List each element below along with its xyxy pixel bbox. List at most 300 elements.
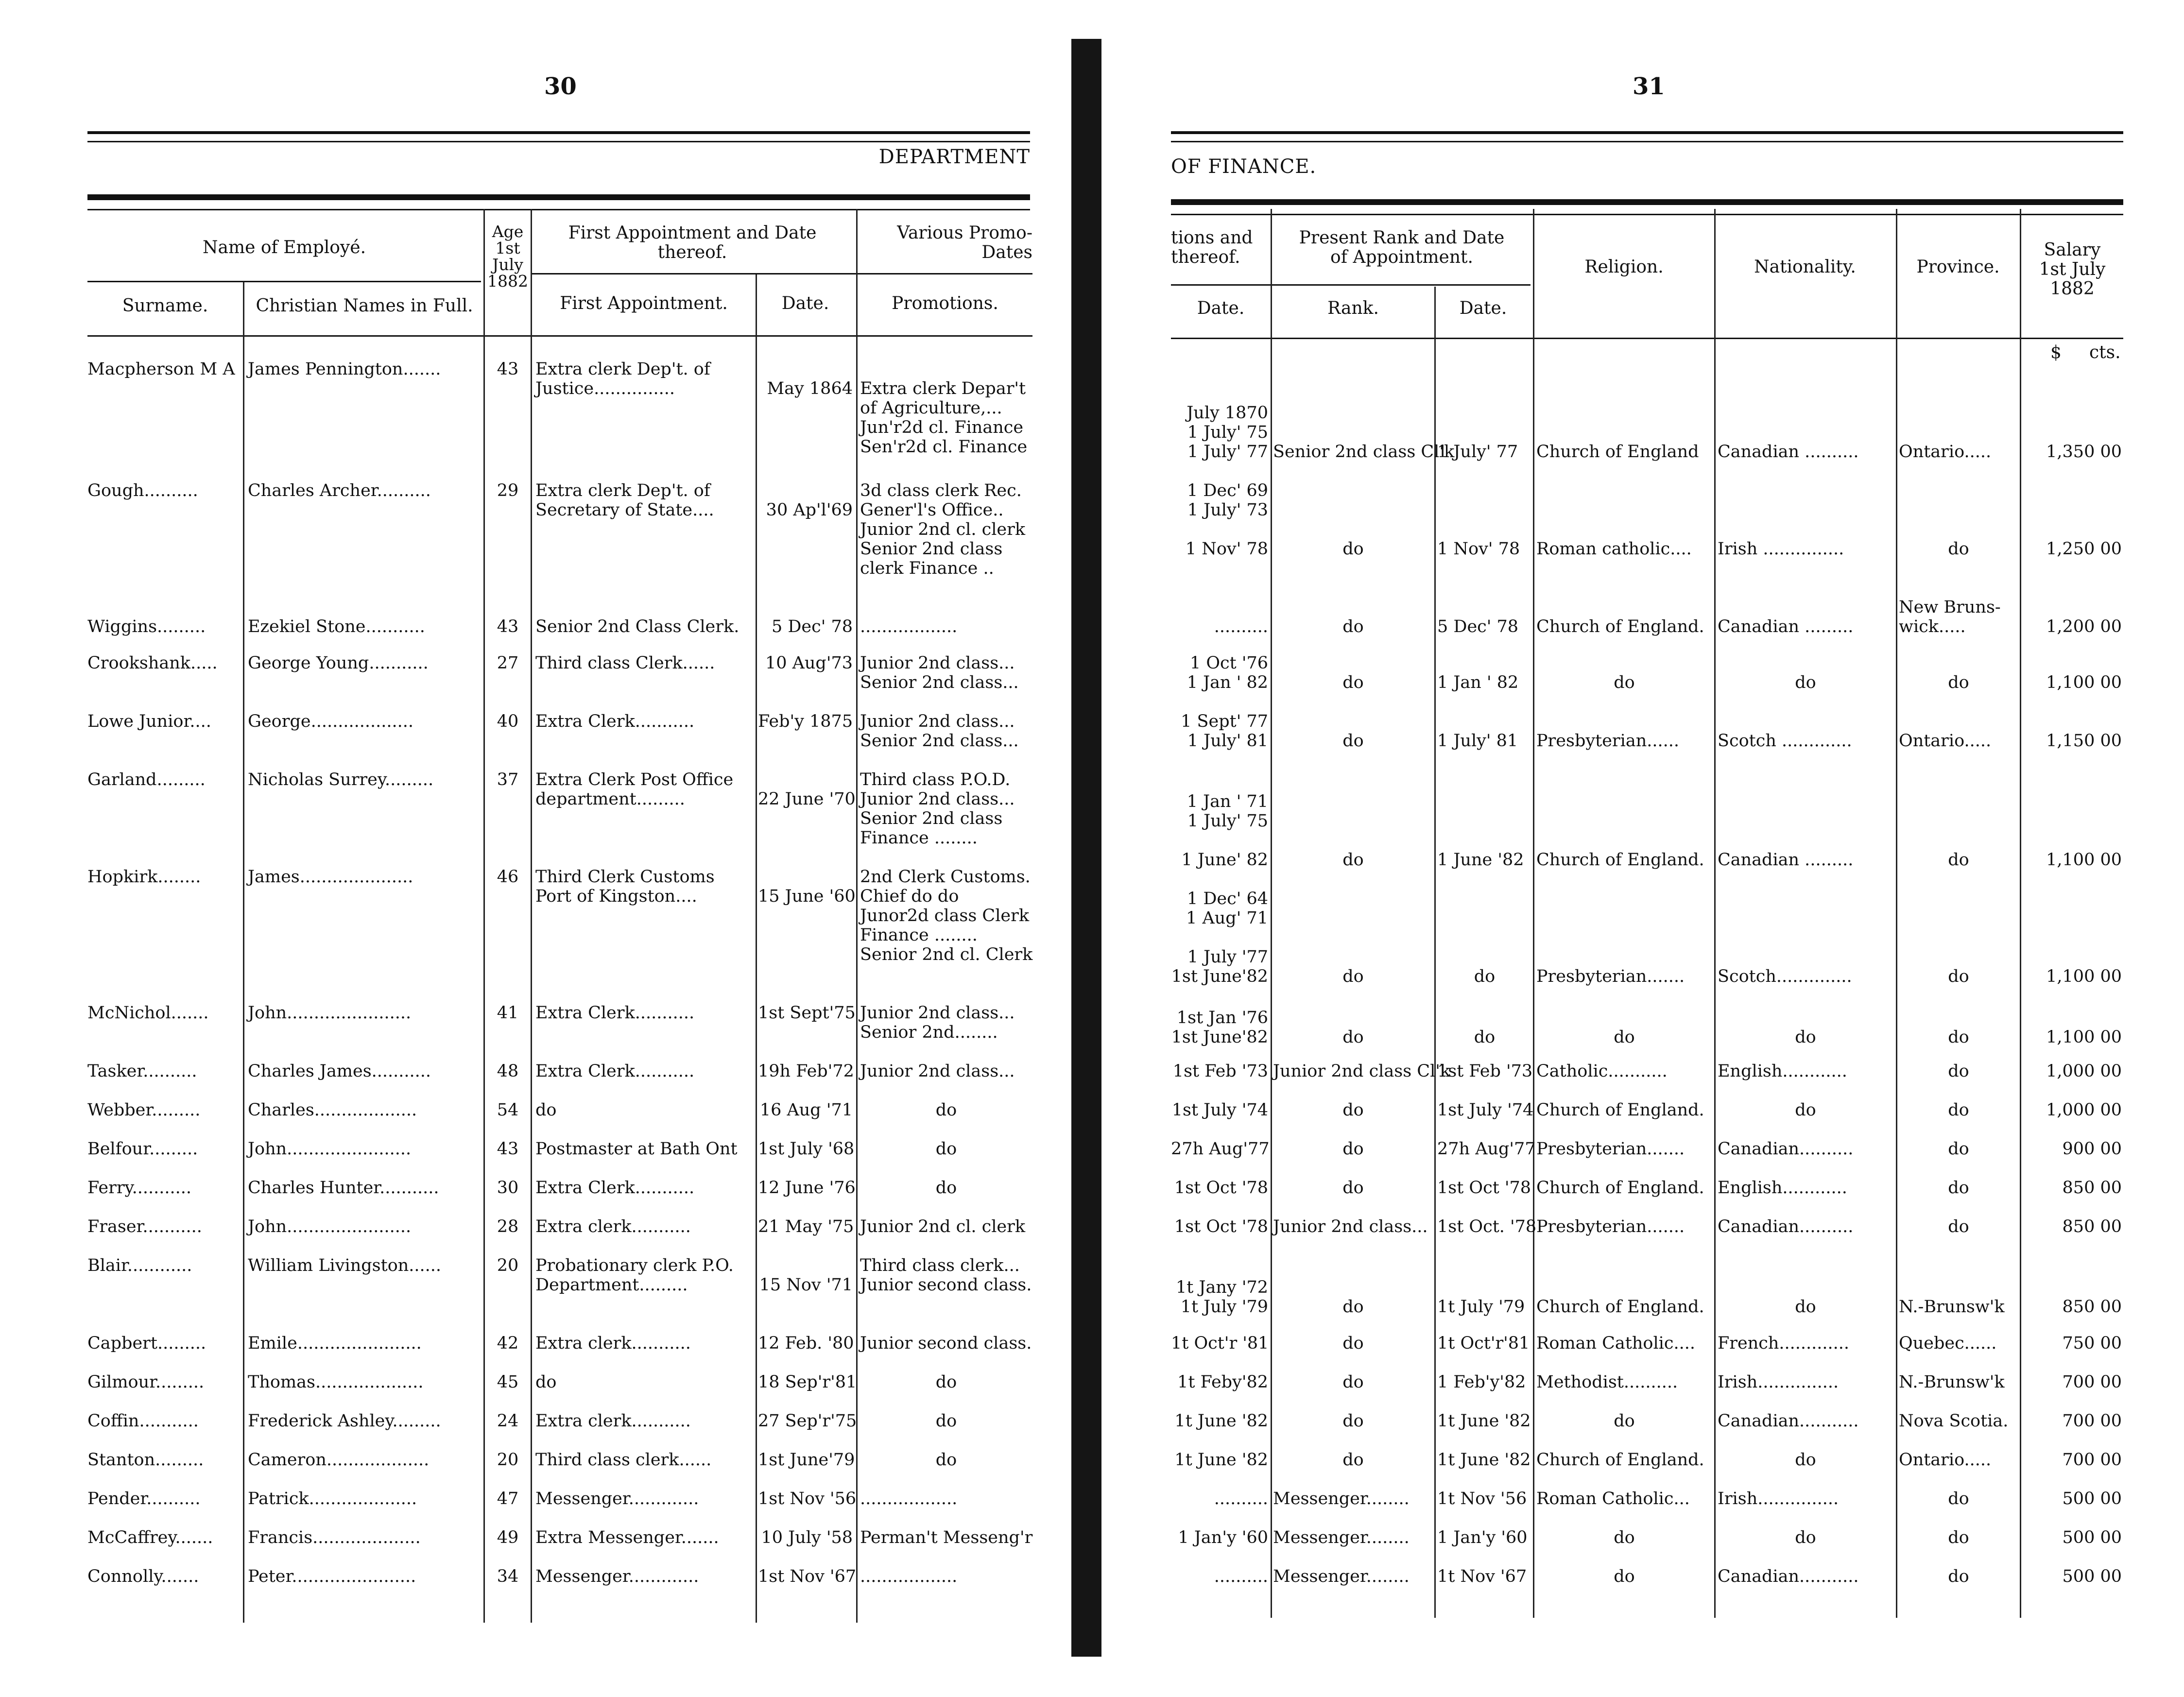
christian-names-cell: Charles Archer..........: [248, 481, 431, 500]
present-rank-cell: do: [1342, 1139, 1364, 1159]
religion-cell: Church of England.: [1536, 1100, 1704, 1120]
promotion-date-line: 1st Oct '78: [1174, 1217, 1268, 1236]
province-cell: do: [1948, 1028, 1969, 1047]
promotion-date-line: 1 Nov' 78: [1185, 539, 1268, 559]
present-rank-date-cell: 1t Oct'r'81: [1437, 1334, 1530, 1353]
province-cell: do: [1948, 1567, 1969, 1586]
header-name-of-employe: Name of Employé.: [202, 238, 366, 257]
religion-cell: do: [1614, 673, 1635, 692]
promotion-line: Senior 2nd class...: [860, 731, 1019, 751]
promotion-line: Senior 2nd cl. Clerk: [860, 945, 1033, 964]
promotion-line: Junior 2nd class...: [860, 653, 1015, 673]
province-cell: do: [1948, 1178, 1969, 1198]
religion-cell: Church of England: [1536, 442, 1699, 462]
header-rule-left: [87, 194, 1030, 210]
promotion-line: Gener'l's Office..: [860, 500, 1004, 520]
appointment-date-cell: 21 May '75: [758, 1217, 854, 1236]
province-cell: N.-Brunsw'k: [1899, 1297, 2005, 1317]
nationality-cell: do: [1795, 1450, 1816, 1470]
appointment-date-cell: 19h Feb'72: [758, 1062, 854, 1081]
present-rank-date-cell: do: [1474, 1028, 1496, 1047]
appointment-date-cell: 30 Ap'l'69: [766, 500, 853, 520]
first-appointment-line: Extra Clerk...........: [535, 1178, 695, 1198]
header-promotions: Promotions.: [892, 293, 998, 313]
promotion-line: do: [935, 1100, 957, 1120]
nationality-cell: Irish ...............: [1718, 539, 1844, 559]
surname-cell: McCaffrey.......: [87, 1528, 213, 1547]
province-cell: do: [1948, 673, 1969, 692]
appointment-date-cell: 1st Sept'75: [758, 1003, 856, 1023]
christian-names-cell: John.......................: [248, 1003, 412, 1023]
appointment-date-cell: 15 Nov '71: [759, 1275, 853, 1295]
promotion-date-line: 1st June'82: [1171, 1028, 1268, 1047]
header-date: Date.: [781, 293, 829, 313]
province-cell: Quebec......: [1899, 1334, 1997, 1353]
surname-cell: Garland.........: [87, 770, 206, 789]
running-head-right: OF FINANCE.: [1171, 155, 1317, 178]
first-appointment-line: Port of Kingston....: [535, 887, 697, 906]
province-cell: do: [1948, 967, 1969, 986]
nationality-cell: Canadian..........: [1718, 1139, 1854, 1159]
present-rank-cell: do: [1342, 1297, 1364, 1317]
surname-cell: Lowe Junior....: [87, 712, 211, 731]
first-appointment-line: Senior 2nd Class Clerk.: [535, 617, 739, 636]
salary-cell: 1,100 00: [2046, 673, 2122, 692]
nationality-cell: do: [1795, 1100, 1816, 1120]
christian-names-cell: Ezekiel Stone...........: [248, 617, 425, 636]
first-appointment-line: Probationary clerk P.O.: [535, 1256, 734, 1275]
promotion-line: ..................: [860, 1567, 958, 1586]
age-cell: 43: [497, 360, 519, 379]
religion-cell: Methodist..........: [1536, 1372, 1678, 1392]
religion-cell: Presbyterian.......: [1536, 1217, 1685, 1236]
promotion-date-line: 1 Jan ' 71: [1187, 792, 1268, 811]
first-appointment-line: do: [535, 1372, 557, 1392]
salary-cell: 1,150 00: [2046, 731, 2122, 751]
present-rank-cell: do: [1342, 1178, 1364, 1198]
promotion-date-line: 1 June' 82: [1181, 850, 1268, 870]
header-religion: Religion.: [1584, 257, 1664, 277]
salary-cell: 900 00: [2062, 1139, 2122, 1159]
promotion-line: ..................: [860, 1489, 958, 1508]
surname-cell: Wiggins.........: [87, 617, 206, 636]
promotion-date-line: 1 Jan'y '60: [1178, 1528, 1268, 1547]
age-cell: 47: [497, 1489, 519, 1508]
present-rank-date-cell: 1 July' 77: [1437, 442, 1518, 462]
salary-cell: 500 00: [2062, 1567, 2122, 1586]
appointment-date-cell: 10 Aug'73: [765, 653, 853, 673]
header-promotion-dates-cont: tions and thereof.: [1171, 228, 1253, 267]
promotion-line: 3d class clerk Rec.: [860, 481, 1022, 500]
promotion-date-line: 1 July '77: [1187, 947, 1268, 967]
promotion-date-line: 1 July' 75: [1187, 811, 1268, 831]
nationality-cell: Irish...............: [1718, 1372, 1839, 1392]
appointment-date-cell: 5 Dec' 78: [771, 617, 853, 636]
promotion-line: of Agriculture,...: [860, 398, 1002, 418]
christian-names-cell: Peter.......................: [248, 1567, 416, 1586]
present-rank-cell: do: [1342, 673, 1364, 692]
dollar-sign: $: [2050, 343, 2062, 362]
salary-cell: 750 00: [2062, 1334, 2122, 1353]
religion-cell: Presbyterian.......: [1536, 1139, 1685, 1159]
promotion-date-line: 1 Aug' 71: [1186, 908, 1268, 928]
first-appointment-line: Messenger.............: [535, 1489, 699, 1508]
first-appointment-line: do: [535, 1100, 557, 1120]
salary-cell: 500 00: [2062, 1489, 2122, 1508]
religion-cell: do: [1614, 1411, 1635, 1431]
appointment-date-cell: 27 Sep'r'75: [758, 1411, 857, 1431]
header-surname: Surname.: [122, 296, 208, 316]
nationality-cell: do: [1795, 673, 1816, 692]
promotion-line: Chief do do: [860, 887, 959, 906]
promotion-line: Senior 2nd class: [860, 809, 1003, 828]
christian-names-cell: Charles Hunter...........: [248, 1178, 439, 1198]
promotion-date-line: 1st June'82: [1171, 967, 1268, 986]
present-rank-date-cell: 1 Jan ' 82: [1437, 673, 1519, 692]
age-cell: 43: [497, 617, 519, 636]
appointment-date-cell: 1st June'79: [758, 1450, 855, 1470]
christian-names-cell: James.....................: [248, 867, 413, 887]
promotion-line: Senior 2nd class: [860, 539, 1003, 559]
surname-cell: Hopkirk........: [87, 867, 201, 887]
header-various-promo: Various Promo- Dates: [897, 223, 1032, 262]
age-cell: 20: [497, 1256, 519, 1275]
first-appointment-line: Secretary of State....: [535, 500, 714, 520]
first-appointment-line: Extra Clerk...........: [535, 1003, 695, 1023]
appointment-date-cell: 1st July '68: [758, 1139, 855, 1159]
promotion-date-line: 1 July' 73: [1187, 500, 1268, 520]
surname-cell: Fraser...........: [87, 1217, 202, 1236]
present-rank-date-cell: 1st Feb '73: [1437, 1062, 1533, 1081]
religion-cell: Roman catholic....: [1536, 539, 1692, 559]
appointment-date-cell: 16 Aug '71: [759, 1100, 853, 1120]
present-rank-date-cell: 1t Nov '56: [1437, 1489, 1527, 1508]
promotion-line: Finance ........: [860, 828, 978, 848]
religion-cell: Roman Catholic...: [1536, 1489, 1690, 1508]
christian-names-cell: William Livingston......: [248, 1256, 442, 1275]
religion-cell: Church of England.: [1536, 1450, 1704, 1470]
salary-cell: 850 00: [2062, 1217, 2122, 1236]
promotion-date-line: July 1870: [1187, 403, 1268, 423]
present-rank-date-cell: do: [1474, 967, 1496, 986]
promotion-line: do: [935, 1178, 957, 1198]
province-cell: do: [1948, 1528, 1969, 1547]
promotion-line: Junior 2nd class...: [860, 1062, 1015, 1081]
promotion-date-line: 1 Jan ' 82: [1187, 673, 1268, 692]
promotion-line: Finance ........: [860, 926, 978, 945]
header-first-appointment-group: First Appointment and Date thereof.: [568, 223, 817, 262]
province-cell: Ontario.....: [1899, 1450, 1992, 1470]
running-head-left: DEPARTMENT: [878, 146, 1030, 168]
promotion-date-line: 1t Oct'r '81: [1171, 1334, 1269, 1353]
nationality-cell: Canadian...........: [1718, 1411, 1859, 1431]
christian-names-cell: Frederick Ashley.........: [248, 1411, 441, 1431]
promotion-date-line: 1t Jany '72: [1176, 1278, 1268, 1297]
first-appointment-line: Extra Clerk...........: [535, 712, 695, 731]
nationality-cell: English............: [1718, 1062, 1847, 1081]
salary-cell: 1,000 00: [2046, 1100, 2122, 1120]
promotion-date-line: 1t July '79: [1180, 1297, 1268, 1317]
age-cell: 42: [497, 1334, 519, 1353]
right-page: [1152, 0, 2184, 1697]
surname-cell: Crookshank.....: [87, 653, 218, 673]
province-cell: do: [1948, 850, 1969, 870]
present-rank-date-cell: 1t Nov '67: [1437, 1567, 1527, 1586]
header-rank-date: Date.: [1459, 298, 1507, 318]
promotion-date-line: 1 Oct '76: [1189, 653, 1268, 673]
surname-cell: Ferry...........: [87, 1178, 192, 1198]
present-rank-date-cell: 1st Oct '78: [1437, 1178, 1531, 1198]
nationality-cell: Canadian .........: [1718, 850, 1854, 870]
appointment-date-cell: 22 June '70: [758, 789, 856, 809]
promotion-line: Third class clerk...: [860, 1256, 1020, 1275]
surname-cell: Tasker..........: [87, 1062, 197, 1081]
present-rank-cell: Senior 2nd class Cl'k: [1273, 442, 1455, 462]
present-rank-date-cell: 27h Aug'77: [1437, 1139, 1536, 1159]
surname-cell: Gough..........: [87, 481, 198, 500]
christian-names-cell: George Young...........: [248, 653, 429, 673]
appointment-date-cell: May 1864: [767, 379, 853, 398]
promotion-line: do: [935, 1450, 957, 1470]
surname-cell: Webber.........: [87, 1100, 201, 1120]
first-appointment-line: Extra clerk...........: [535, 1334, 691, 1353]
promotion-date-line: ..........: [1214, 617, 1268, 636]
promotion-line: Senior 2nd........: [860, 1023, 998, 1042]
promotion-line: 2nd Clerk Customs.: [860, 867, 1031, 887]
religion-cell: Roman Catholic....: [1536, 1334, 1695, 1353]
promotion-line: do: [935, 1372, 957, 1392]
christian-names-cell: John.......................: [248, 1217, 412, 1236]
surname-cell: Connolly.......: [87, 1567, 199, 1586]
surname-cell: Capbert.........: [87, 1334, 206, 1353]
religion-cell: Church of England.: [1536, 1297, 1704, 1317]
age-cell: 34: [497, 1567, 519, 1586]
nationality-cell: do: [1795, 1528, 1816, 1547]
age-cell: 41: [497, 1003, 519, 1023]
header-age: Age 1st July 1882: [487, 222, 528, 291]
present-rank-date-cell: 5 Dec' 78: [1437, 617, 1519, 636]
surname-cell: Blair............: [87, 1256, 192, 1275]
present-rank-cell: Junior 2nd class...: [1273, 1217, 1428, 1236]
salary-cell: 1,350 00: [2046, 442, 2122, 462]
age-cell: 24: [497, 1411, 519, 1431]
promotion-line: Junior 2nd cl. clerk: [860, 520, 1026, 539]
header-rank: Rank.: [1327, 298, 1379, 318]
promotion-line: Junior 2nd class...: [860, 789, 1015, 809]
salary-cell: 500 00: [2062, 1528, 2122, 1547]
top-rule-left: [87, 131, 1030, 142]
salary-cell: 1,000 00: [2046, 1062, 2122, 1081]
promotion-line: do: [935, 1411, 957, 1431]
first-appointment-line: Third Clerk Customs: [535, 867, 715, 887]
religion-cell: do: [1614, 1567, 1635, 1586]
header-rule-right: [1171, 199, 2123, 215]
age-cell: 48: [497, 1062, 519, 1081]
salary-cell: 1,100 00: [2046, 967, 2122, 986]
promotion-date-line: 1 Sept' 77: [1181, 712, 1268, 731]
promotion-date-line: 27h Aug'77: [1171, 1139, 1270, 1159]
nationality-cell: do: [1795, 1028, 1816, 1047]
top-rule-right: [1171, 131, 2123, 142]
present-rank-cell: do: [1342, 967, 1364, 986]
appointment-date-cell: 12 June '76: [758, 1178, 856, 1198]
header-salary: Salary 1st July 1882: [2039, 240, 2106, 299]
nationality-cell: French.............: [1718, 1334, 1850, 1353]
present-rank-date-cell: 1 July' 81: [1437, 731, 1518, 751]
present-rank-cell: do: [1342, 1334, 1364, 1353]
header-nationality: Nationality.: [1754, 257, 1856, 277]
first-appointment-line: department.........: [535, 789, 685, 809]
present-rank-date-cell: 1st Oct. '78: [1437, 1217, 1537, 1236]
surname-cell: McNichol.......: [87, 1003, 209, 1023]
present-rank-date-cell: 1 Nov' 78: [1437, 539, 1520, 559]
present-rank-date-cell: 1t June '82: [1437, 1411, 1531, 1431]
nationality-cell: Canadian ..........: [1718, 442, 1859, 462]
province-cell: Ontario.....: [1899, 731, 1992, 751]
present-rank-cell: do: [1342, 1028, 1364, 1047]
christian-names-cell: Charles James...........: [248, 1062, 431, 1081]
nationality-cell: Canadian..........: [1718, 1217, 1854, 1236]
first-appointment-line: Extra Clerk...........: [535, 1062, 695, 1081]
present-rank-cell: Messenger........: [1273, 1567, 1410, 1586]
header-first-appointment: First Appointment.: [560, 293, 728, 313]
age-cell: 46: [497, 867, 519, 887]
age-cell: 54: [497, 1100, 519, 1120]
appointment-date-cell: 10 July '58: [761, 1528, 853, 1547]
nationality-cell: Irish...............: [1718, 1489, 1839, 1508]
present-rank-cell: do: [1342, 617, 1364, 636]
present-rank-date-cell: 1st July '74: [1437, 1100, 1534, 1120]
province-cell: Ontario.....: [1899, 442, 1992, 462]
province-cell: do: [1948, 1217, 1969, 1236]
religion-cell: Catholic...........: [1536, 1062, 1668, 1081]
promotion-line: Perman't Messeng'r: [860, 1528, 1033, 1547]
age-cell: 29: [497, 481, 519, 500]
promotion-line: do: [935, 1139, 957, 1159]
promotion-line: Junior second class.: [860, 1334, 1032, 1353]
page-number-left: 30: [544, 73, 577, 100]
appointment-date-cell: 18 Sep'r'81: [758, 1372, 857, 1392]
present-rank-cell: do: [1342, 850, 1364, 870]
surname-cell: Pender..........: [87, 1489, 201, 1508]
first-appointment-line: Extra Messenger.......: [535, 1528, 719, 1547]
province-cell: do: [1948, 539, 1969, 559]
religion-cell: do: [1614, 1028, 1635, 1047]
appointment-date-cell: 1st Nov '67: [758, 1567, 857, 1586]
promotion-date-line: 1st Jan '76: [1176, 1008, 1268, 1028]
appointment-date-cell: 15 June '60: [758, 887, 856, 906]
province-cell: Nova Scotia.: [1899, 1411, 2009, 1431]
first-appointment-line: Third class Clerk......: [535, 653, 715, 673]
promotion-line: Junior 2nd cl. clerk: [860, 1217, 1026, 1236]
salary-cell: 700 00: [2062, 1450, 2122, 1470]
religion-cell: Church of England.: [1536, 1178, 1704, 1198]
present-rank-cell: Messenger........: [1273, 1489, 1410, 1508]
page-number-right: 31: [1633, 73, 1665, 100]
present-rank-date-cell: 1t July '79: [1437, 1297, 1525, 1317]
first-appointment-line: Extra clerk Dep't. of: [535, 360, 710, 379]
religion-cell: Church of England.: [1536, 850, 1704, 870]
header-promo-date: Date.: [1197, 298, 1245, 318]
salary-cell: 1,100 00: [2046, 850, 2122, 870]
book-spine: [1071, 39, 1101, 1657]
nationality-cell: do: [1795, 1297, 1816, 1317]
promotion-line: Sen'r2d cl. Finance: [860, 437, 1028, 457]
christian-names-cell: Francis....................: [248, 1528, 421, 1547]
present-rank-cell: do: [1342, 1411, 1364, 1431]
promotion-date-line: 1 July' 75: [1187, 423, 1268, 442]
promotion-date-line: 1 Dec' 64: [1187, 889, 1268, 908]
present-rank-date-cell: 1 Jan'y '60: [1437, 1528, 1528, 1547]
age-cell: 40: [497, 712, 519, 731]
salary-cell: 850 00: [2062, 1178, 2122, 1198]
christian-names-cell: George...................: [248, 712, 413, 731]
promotion-line: Junior 2nd class...: [860, 1003, 1015, 1023]
province-cell: N.-Brunsw'k: [1899, 1372, 2005, 1392]
religion-cell: Church of England.: [1536, 617, 1704, 636]
christian-names-cell: Emile.......................: [248, 1334, 422, 1353]
promotion-line: Junior 2nd class...: [860, 712, 1015, 731]
promotion-line: Jun'r2d cl. Finance: [860, 418, 1024, 437]
salary-cell: 1,100 00: [2046, 1028, 2122, 1047]
left-page: [0, 0, 1049, 1697]
salary-cell: 1,200 00: [2046, 617, 2122, 636]
promotion-line: clerk Finance ..: [860, 559, 994, 578]
province-cell: do: [1948, 1489, 1969, 1508]
present-rank-cell: do: [1342, 1100, 1364, 1120]
appointment-date-cell: 1st Nov '56: [758, 1489, 857, 1508]
surname-cell: Gilmour.........: [87, 1372, 205, 1392]
salary-cell: 700 00: [2062, 1372, 2122, 1392]
present-rank-date-cell: 1t June '82: [1437, 1450, 1531, 1470]
first-appointment-line: Messenger.............: [535, 1567, 699, 1586]
first-appointment-line: Third class clerk......: [535, 1450, 712, 1470]
province-cell: do: [1948, 1100, 1969, 1120]
first-appointment-line: Extra Clerk Post Office: [535, 770, 734, 789]
promotion-date-line: 1t June '82: [1174, 1411, 1268, 1431]
first-appointment-line: Postmaster at Bath Ont: [535, 1139, 738, 1159]
present-rank-cell: Junior 2nd class Cl'k: [1273, 1062, 1451, 1081]
christian-names-cell: Charles...................: [248, 1100, 417, 1120]
province-cell: New Bruns-wick.....: [1899, 598, 2001, 636]
first-appointment-line: Justice...............: [535, 379, 675, 398]
nationality-cell: Scotch..............: [1718, 967, 1852, 986]
surname-cell: Belfour.........: [87, 1139, 198, 1159]
age-cell: 28: [497, 1217, 519, 1236]
age-cell: 30: [497, 1178, 519, 1198]
promotion-line: Senior 2nd class...: [860, 673, 1019, 692]
age-cell: 27: [497, 653, 519, 673]
first-appointment-line: Extra clerk Dep't. of: [535, 481, 710, 500]
promotion-date-line: 1st Oct '78: [1174, 1178, 1268, 1198]
promotion-line: Junor2d class Clerk: [860, 906, 1030, 926]
salary-cell: 700 00: [2062, 1411, 2122, 1431]
present-rank-date-cell: 1 June '82: [1437, 850, 1524, 870]
header-present-rank-group: Present Rank and Date of Appointment.: [1299, 228, 1505, 267]
present-rank-cell: do: [1342, 731, 1364, 751]
promotion-date-line: 1 Dec' 69: [1187, 481, 1268, 500]
present-rank-cell: do: [1342, 539, 1364, 559]
christian-names-cell: Thomas....................: [248, 1372, 424, 1392]
promotion-date-line: 1 July' 77: [1187, 442, 1268, 462]
christian-names-cell: Patrick....................: [248, 1489, 417, 1508]
present-rank-date-cell: 1 Feb'y'82: [1437, 1372, 1526, 1392]
present-rank-cell: do: [1342, 1372, 1364, 1392]
first-appointment-line: Department.........: [535, 1275, 688, 1295]
promotion-date-line: ..........: [1214, 1567, 1268, 1586]
header-province: Province.: [1916, 257, 2000, 277]
religion-cell: do: [1614, 1528, 1635, 1547]
